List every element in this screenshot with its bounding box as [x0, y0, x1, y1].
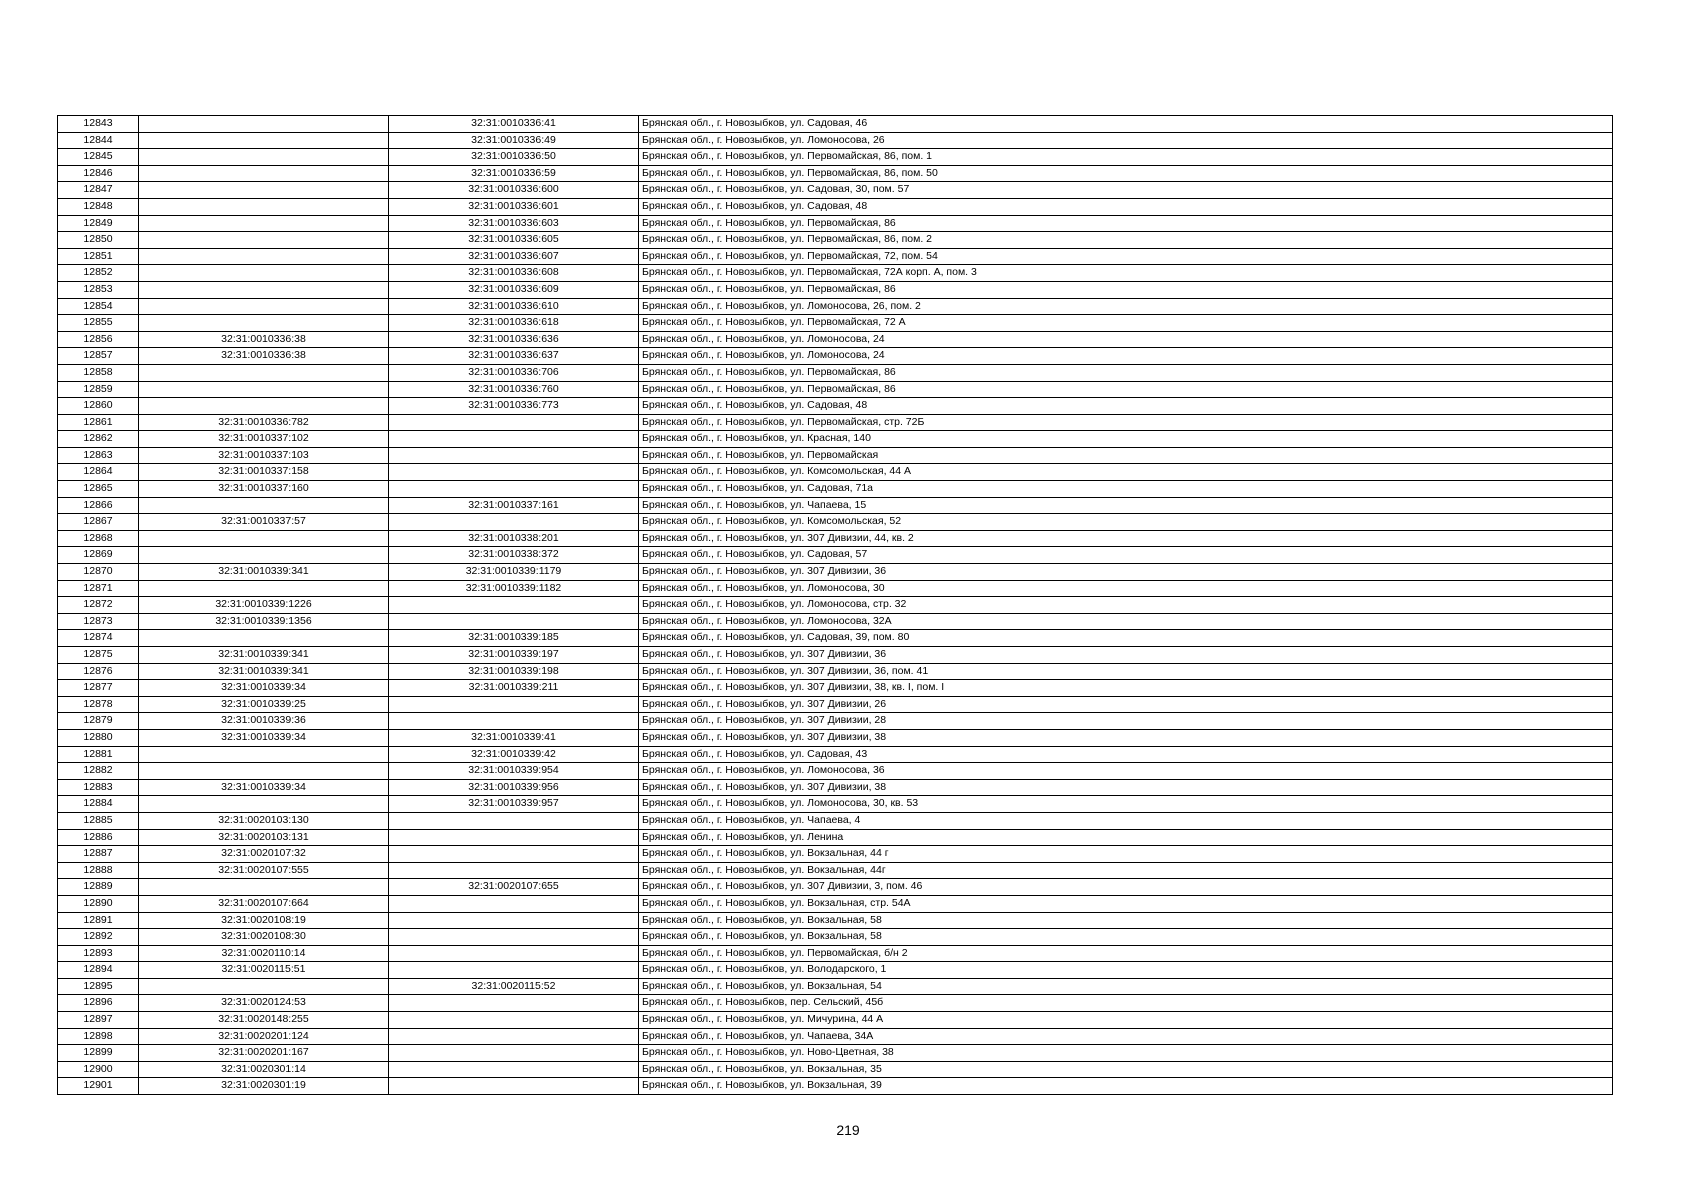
parent-cadastral-cell [139, 298, 389, 315]
cadastral-number-cell: 32:31:0010336:605 [389, 232, 639, 249]
table-row [58, 1028, 1613, 1045]
table-row [58, 812, 1613, 829]
address-cell: Брянская обл., г. Новозыбков, ул. 307 Дивизии, 36, пом. 41 [639, 663, 1613, 680]
address-cell: Брянская обл., г. Новозыбков, ул. Ново-Цветная, 38 [639, 1045, 1613, 1062]
parent-cadastral-cell: 32:31:0020103:130 [139, 812, 389, 829]
address-cell: Брянская обл., г. Новозыбков, ул. Ломоносова, 30 [639, 580, 1613, 597]
address-cell: Брянская обл., г. Новозыбков, ул. Первомайская, б/н 2 [639, 945, 1613, 962]
row-number-cell: 12878 [58, 696, 139, 713]
row-number-cell: 12901 [58, 1078, 139, 1095]
row-number-cell: 12866 [58, 497, 139, 514]
cadastral-number-cell: 32:31:0010339:957 [389, 796, 639, 813]
address-cell: Брянская обл., г. Новозыбков, ул. Ломоносова, 32А [639, 613, 1613, 630]
parent-cadastral-cell: 32:31:0020301:14 [139, 1061, 389, 1078]
address-cell: Брянская обл., г. Новозыбков, ул. Садовая, 39, пом. 80 [639, 630, 1613, 647]
table-row [58, 613, 1613, 630]
row-number-cell: 12897 [58, 1012, 139, 1029]
parent-cadastral-cell [139, 232, 389, 249]
row-number-cell: 12899 [58, 1045, 139, 1062]
parent-cadastral-cell [139, 398, 389, 415]
cadastral-number-cell [389, 829, 639, 846]
table-row [58, 1061, 1613, 1078]
table-row [58, 281, 1613, 298]
parent-cadastral-cell: 32:31:0010339:36 [139, 713, 389, 730]
table-row [58, 182, 1613, 199]
row-number-cell: 12849 [58, 215, 139, 232]
table-row [58, 663, 1613, 680]
table-row [58, 414, 1613, 431]
table-row [58, 597, 1613, 614]
table-row [58, 1045, 1613, 1062]
address-cell: Брянская обл., г. Новозыбков, ул. Садовая, 48 [639, 198, 1613, 215]
parent-cadastral-cell: 32:31:0010339:341 [139, 647, 389, 664]
cadastral-number-cell [389, 846, 639, 863]
address-cell: Брянская обл., г. Новозыбков, ул. Вокзальная, 44 г [639, 846, 1613, 863]
row-number-cell: 12853 [58, 281, 139, 298]
cadastral-number-cell [389, 414, 639, 431]
row-number-cell: 12858 [58, 364, 139, 381]
address-cell: Брянская обл., г. Новозыбков, ул. Первомайская [639, 447, 1613, 464]
row-number-cell: 12886 [58, 829, 139, 846]
parent-cadastral-cell: 32:31:0020201:124 [139, 1028, 389, 1045]
address-cell: Брянская обл., г. Новозыбков, ул. 307 Дивизии, 36 [639, 647, 1613, 664]
cadastral-number-cell: 32:31:0010338:372 [389, 547, 639, 564]
address-cell: Брянская обл., г. Новозыбков, ул. 307 Дивизии, 36 [639, 564, 1613, 581]
table-row [58, 514, 1613, 531]
row-number-cell: 12893 [58, 945, 139, 962]
parent-cadastral-cell [139, 265, 389, 282]
row-number-cell: 12874 [58, 630, 139, 647]
row-number-cell: 12844 [58, 132, 139, 149]
parent-cadastral-cell: 32:31:0010337:160 [139, 481, 389, 498]
cadastral-number-cell: 32:31:0010336:49 [389, 132, 639, 149]
address-cell: Брянская обл., г. Новозыбков, ул. Ленина [639, 829, 1613, 846]
cadastral-number-cell: 32:31:0010339:41 [389, 729, 639, 746]
address-cell: Брянская обл., г. Новозыбков, ул. Комсомольская, 52 [639, 514, 1613, 531]
address-cell: Брянская обл., г. Новозыбков, ул. Первомайская, 86, пом. 1 [639, 149, 1613, 166]
address-cell: Брянская обл., г. Новозыбков, ул. Первомайская, 72, пом. 54 [639, 248, 1613, 265]
address-cell: Брянская обл., г. Новозыбков, ул. Садовая, 71а [639, 481, 1613, 498]
table-row [58, 132, 1613, 149]
address-cell: Брянская обл., г. Новозыбков, ул. Первомайская, 86 [639, 215, 1613, 232]
row-number-cell: 12880 [58, 729, 139, 746]
row-number-cell: 12890 [58, 895, 139, 912]
table-row [58, 315, 1613, 332]
row-number-cell: 12895 [58, 978, 139, 995]
parent-cadastral-cell [139, 248, 389, 265]
row-number-cell: 12843 [58, 116, 139, 133]
registry-table [57, 115, 1613, 1095]
parent-cadastral-cell: 32:31:0020108:19 [139, 912, 389, 929]
cadastral-number-cell: 32:31:0010339:185 [389, 630, 639, 647]
cadastral-number-cell [389, 929, 639, 946]
address-cell: Брянская обл., г. Новозыбков, ул. Первомайская, 86 [639, 381, 1613, 398]
parent-cadastral-cell [139, 116, 389, 133]
table-row [58, 215, 1613, 232]
address-cell: Брянская обл., г. Новозыбков, ул. Вокзальная, 39 [639, 1078, 1613, 1095]
row-number-cell: 12851 [58, 248, 139, 265]
row-number-cell: 12884 [58, 796, 139, 813]
cadastral-number-cell: 32:31:0010336:50 [389, 149, 639, 166]
parent-cadastral-cell: 32:31:0020107:32 [139, 846, 389, 863]
address-cell: Брянская обл., г. Новозыбков, ул. Первомайская, 86, пом. 2 [639, 232, 1613, 249]
parent-cadastral-cell: 32:31:0020115:51 [139, 962, 389, 979]
table-row [58, 995, 1613, 1012]
parent-cadastral-cell: 32:31:0020103:131 [139, 829, 389, 846]
parent-cadastral-cell: 32:31:0010337:102 [139, 431, 389, 448]
address-cell: Брянская обл., г. Новозыбков, ул. 307 Дивизии, 3, пом. 46 [639, 879, 1613, 896]
table-row [58, 879, 1613, 896]
address-cell: Брянская обл., г. Новозыбков, ул. Ломоносова, 30, кв. 53 [639, 796, 1613, 813]
table-row [58, 398, 1613, 415]
cadastral-number-cell [389, 1061, 639, 1078]
table-row [58, 364, 1613, 381]
parent-cadastral-cell: 32:31:0020110:14 [139, 945, 389, 962]
address-cell: Брянская обл., г. Новозыбков, ул. Вокзальная, стр. 54А [639, 895, 1613, 912]
parent-cadastral-cell: 32:31:0020107:555 [139, 862, 389, 879]
address-cell: Брянская обл., г. Новозыбков, ул. Садовая, 46 [639, 116, 1613, 133]
row-number-cell: 12863 [58, 447, 139, 464]
parent-cadastral-cell [139, 132, 389, 149]
address-cell: Брянская обл., г. Новозыбков, ул. Володарского, 1 [639, 962, 1613, 979]
page-number: 219 [836, 1122, 860, 1138]
address-cell: Брянская обл., г. Новозыбков, ул. Красная, 140 [639, 431, 1613, 448]
cadastral-number-cell [389, 1045, 639, 1062]
parent-cadastral-cell [139, 281, 389, 298]
address-cell: Брянская обл., г. Новозыбков, пер. Сельский, 45б [639, 995, 1613, 1012]
address-cell: Брянская обл., г. Новозыбков, ул. 307 Дивизии, 38 [639, 779, 1613, 796]
address-cell: Брянская обл., г. Новозыбков, ул. Комсомольская, 44 А [639, 464, 1613, 481]
parent-cadastral-cell: 32:31:0010339:34 [139, 779, 389, 796]
parent-cadastral-cell [139, 315, 389, 332]
cadastral-number-cell [389, 912, 639, 929]
cadastral-number-cell [389, 713, 639, 730]
row-number-cell: 12894 [58, 962, 139, 979]
table-row [58, 962, 1613, 979]
cadastral-number-cell [389, 464, 639, 481]
cadastral-number-cell: 32:31:0020115:52 [389, 978, 639, 995]
table-row [58, 829, 1613, 846]
parent-cadastral-cell: 32:31:0010336:38 [139, 348, 389, 365]
row-number-cell: 12873 [58, 613, 139, 630]
table-row [58, 647, 1613, 664]
row-number-cell: 12871 [58, 580, 139, 597]
table-row [58, 232, 1613, 249]
cadastral-number-cell [389, 962, 639, 979]
address-cell: Брянская обл., г. Новозыбков, ул. Ломоносова, 26 [639, 132, 1613, 149]
row-number-cell: 12883 [58, 779, 139, 796]
table-row [58, 630, 1613, 647]
row-number-cell: 12872 [58, 597, 139, 614]
row-number-cell: 12900 [58, 1061, 139, 1078]
table-row [58, 862, 1613, 879]
row-number-cell: 12898 [58, 1028, 139, 1045]
address-cell: Брянская обл., г. Новозыбков, ул. Вокзальная, 58 [639, 929, 1613, 946]
address-cell: Брянская обл., г. Новозыбков, ул. Чапаева, 34А [639, 1028, 1613, 1045]
row-number-cell: 12891 [58, 912, 139, 929]
table-row [58, 846, 1613, 863]
cadastral-number-cell: 32:31:0010339:956 [389, 779, 639, 796]
address-cell: Брянская обл., г. Новозыбков, ул. Вокзальная, 35 [639, 1061, 1613, 1078]
row-number-cell: 12845 [58, 149, 139, 166]
parent-cadastral-cell [139, 530, 389, 547]
cadastral-number-cell [389, 1028, 639, 1045]
table-row [58, 497, 1613, 514]
address-cell: Брянская обл., г. Новозыбков, ул. Вокзальная, 58 [639, 912, 1613, 929]
table-row [58, 530, 1613, 547]
table-row [58, 796, 1613, 813]
table-row [58, 945, 1613, 962]
cadastral-number-cell: 32:31:0010339:1182 [389, 580, 639, 597]
address-cell: Брянская обл., г. Новозыбков, ул. Ломоносова, 26, пом. 2 [639, 298, 1613, 315]
address-cell: Брянская обл., г. Новозыбков, ул. Первомайская, стр. 72Б [639, 414, 1613, 431]
parent-cadastral-cell [139, 497, 389, 514]
row-number-cell: 12846 [58, 165, 139, 182]
table-row [58, 348, 1613, 365]
address-cell: Брянская обл., г. Новозыбков, ул. 307 Дивизии, 38, кв. I, пом. I [639, 680, 1613, 697]
address-cell: Брянская обл., г. Новозыбков, ул. Вокзальная, 44г [639, 862, 1613, 879]
row-number-cell: 12864 [58, 464, 139, 481]
address-cell: Брянская обл., г. Новозыбков, ул. Первомайская, 86 [639, 364, 1613, 381]
table-row [58, 165, 1613, 182]
cadastral-number-cell: 32:31:0010336:610 [389, 298, 639, 315]
parent-cadastral-cell: 32:31:0010339:1226 [139, 597, 389, 614]
table-row [58, 696, 1613, 713]
cadastral-number-cell [389, 862, 639, 879]
parent-cadastral-cell: 32:31:0010337:103 [139, 447, 389, 464]
parent-cadastral-cell [139, 364, 389, 381]
cadastral-number-cell [389, 447, 639, 464]
address-cell: Брянская обл., г. Новозыбков, ул. Садовая, 48 [639, 398, 1613, 415]
cadastral-number-cell: 32:31:0020107:655 [389, 879, 639, 896]
cadastral-number-cell: 32:31:0010336:607 [389, 248, 639, 265]
row-number-cell: 12887 [58, 846, 139, 863]
cadastral-number-cell: 32:31:0010336:637 [389, 348, 639, 365]
parent-cadastral-cell: 32:31:0010339:34 [139, 729, 389, 746]
parent-cadastral-cell: 32:31:0020108:30 [139, 929, 389, 946]
cadastral-number-cell: 32:31:0010339:1179 [389, 564, 639, 581]
parent-cadastral-cell: 32:31:0010337:57 [139, 514, 389, 531]
row-number-cell: 12882 [58, 763, 139, 780]
cadastral-number-cell [389, 613, 639, 630]
address-cell: Брянская обл., г. Новозыбков, ул. Первомайская, 72А корп. А, пом. 3 [639, 265, 1613, 282]
parent-cadastral-cell [139, 381, 389, 398]
cadastral-number-cell: 32:31:0010339:197 [389, 647, 639, 664]
parent-cadastral-cell: 32:31:0010339:34 [139, 680, 389, 697]
cadastral-number-cell: 32:31:0010336:636 [389, 331, 639, 348]
parent-cadastral-cell [139, 215, 389, 232]
address-cell: Брянская обл., г. Новозыбков, ул. Ломоносова, стр. 32 [639, 597, 1613, 614]
cadastral-number-cell: 32:31:0010336:59 [389, 165, 639, 182]
parent-cadastral-cell [139, 746, 389, 763]
table-row [58, 729, 1613, 746]
row-number-cell: 12867 [58, 514, 139, 531]
cadastral-number-cell: 32:31:0010337:161 [389, 497, 639, 514]
parent-cadastral-cell: 32:31:0020201:167 [139, 1045, 389, 1062]
parent-cadastral-cell [139, 182, 389, 199]
cadastral-number-cell: 32:31:0010336:706 [389, 364, 639, 381]
row-number-cell: 12857 [58, 348, 139, 365]
table-row [58, 149, 1613, 166]
parent-cadastral-cell: 32:31:0010337:158 [139, 464, 389, 481]
row-number-cell: 12889 [58, 879, 139, 896]
parent-cadastral-cell: 32:31:0010336:38 [139, 331, 389, 348]
table-row [58, 763, 1613, 780]
parent-cadastral-cell: 32:31:0010339:341 [139, 663, 389, 680]
table-row [58, 198, 1613, 215]
table-row [58, 248, 1613, 265]
row-number-cell: 12848 [58, 198, 139, 215]
cadastral-number-cell: 32:31:0010336:601 [389, 198, 639, 215]
cadastral-number-cell: 32:31:0010336:600 [389, 182, 639, 199]
parent-cadastral-cell [139, 165, 389, 182]
table-row [58, 298, 1613, 315]
row-number-cell: 12862 [58, 431, 139, 448]
cadastral-number-cell: 32:31:0010339:198 [389, 663, 639, 680]
row-number-cell: 12877 [58, 680, 139, 697]
cadastral-number-cell: 32:31:0010336:618 [389, 315, 639, 332]
row-number-cell: 12865 [58, 481, 139, 498]
parent-cadastral-cell: 32:31:0020301:19 [139, 1078, 389, 1095]
row-number-cell: 12879 [58, 713, 139, 730]
table-row [58, 680, 1613, 697]
table-row [58, 116, 1613, 133]
table-row [58, 912, 1613, 929]
cadastral-number-cell: 32:31:0010336:41 [389, 116, 639, 133]
table-row [58, 547, 1613, 564]
table-row [58, 431, 1613, 448]
table-row [58, 331, 1613, 348]
cadastral-number-cell: 32:31:0010339:42 [389, 746, 639, 763]
table-row [58, 381, 1613, 398]
cadastral-number-cell: 32:31:0010336:609 [389, 281, 639, 298]
cadastral-number-cell [389, 1012, 639, 1029]
cadastral-number-cell [389, 597, 639, 614]
cadastral-number-cell [389, 514, 639, 531]
row-number-cell: 12852 [58, 265, 139, 282]
parent-cadastral-cell: 32:31:0010339:25 [139, 696, 389, 713]
row-number-cell: 12855 [58, 315, 139, 332]
address-cell: Брянская обл., г. Новозыбков, ул. Первомайская, 86 [639, 281, 1613, 298]
cadastral-number-cell [389, 945, 639, 962]
cadastral-number-cell: 32:31:0010336:608 [389, 265, 639, 282]
parent-cadastral-cell: 32:31:0010339:341 [139, 564, 389, 581]
address-cell: Брянская обл., г. Новозыбков, ул. Первомайская, 72 А [639, 315, 1613, 332]
cadastral-number-cell [389, 895, 639, 912]
table-row [58, 713, 1613, 730]
address-cell: Брянская обл., г. Новозыбков, ул. Чапаева, 15 [639, 497, 1613, 514]
cadastral-number-cell [389, 696, 639, 713]
row-number-cell: 12868 [58, 530, 139, 547]
registry-table-body [58, 116, 1613, 1095]
address-cell: Брянская обл., г. Новозыбков, ул. Мичурина, 44 А [639, 1012, 1613, 1029]
address-cell: Брянская обл., г. Новозыбков, ул. Садовая, 43 [639, 746, 1613, 763]
row-number-cell: 12854 [58, 298, 139, 315]
row-number-cell: 12875 [58, 647, 139, 664]
cadastral-number-cell: 32:31:0010338:201 [389, 530, 639, 547]
table-row [58, 1012, 1613, 1029]
cadastral-number-cell [389, 431, 639, 448]
row-number-cell: 12888 [58, 862, 139, 879]
address-cell: Брянская обл., г. Новозыбков, ул. 307 Дивизии, 44, кв. 2 [639, 530, 1613, 547]
address-cell: Брянская обл., г. Новозыбков, ул. Садовая, 57 [639, 547, 1613, 564]
row-number-cell: 12870 [58, 564, 139, 581]
address-cell: Брянская обл., г. Новозыбков, ул. Садовая, 30, пом. 57 [639, 182, 1613, 199]
cadastral-number-cell: 32:31:0010339:211 [389, 680, 639, 697]
parent-cadastral-cell: 32:31:0020148:255 [139, 1012, 389, 1029]
cadastral-number-cell: 32:31:0010339:954 [389, 763, 639, 780]
parent-cadastral-cell: 32:31:0020124:53 [139, 995, 389, 1012]
parent-cadastral-cell: 32:31:0020107:664 [139, 895, 389, 912]
parent-cadastral-cell [139, 763, 389, 780]
address-cell: Брянская обл., г. Новозыбков, ул. 307 Дивизии, 38 [639, 729, 1613, 746]
row-number-cell: 12861 [58, 414, 139, 431]
address-cell: Брянская обл., г. Новозыбков, ул. Чапаева, 4 [639, 812, 1613, 829]
row-number-cell: 12856 [58, 331, 139, 348]
row-number-cell: 12850 [58, 232, 139, 249]
table-row [58, 447, 1613, 464]
row-number-cell: 12881 [58, 746, 139, 763]
cadastral-number-cell [389, 995, 639, 1012]
parent-cadastral-cell [139, 547, 389, 564]
table-row [58, 895, 1613, 912]
address-cell: Брянская обл., г. Новозыбков, ул. Ломоносова, 36 [639, 763, 1613, 780]
table-row [58, 779, 1613, 796]
cadastral-number-cell [389, 481, 639, 498]
address-cell: Брянская обл., г. Новозыбков, ул. 307 Дивизии, 26 [639, 696, 1613, 713]
table-row [58, 564, 1613, 581]
table-row [58, 978, 1613, 995]
row-number-cell: 12876 [58, 663, 139, 680]
parent-cadastral-cell [139, 149, 389, 166]
row-number-cell: 12896 [58, 995, 139, 1012]
address-cell: Брянская обл., г. Новозыбков, ул. Вокзальная, 54 [639, 978, 1613, 995]
parent-cadastral-cell: 32:31:0010339:1356 [139, 613, 389, 630]
table-row [58, 580, 1613, 597]
address-cell: Брянская обл., г. Новозыбков, ул. 307 Дивизии, 28 [639, 713, 1613, 730]
parent-cadastral-cell: 32:31:0010336:782 [139, 414, 389, 431]
address-cell: Брянская обл., г. Новозыбков, ул. Ломоносова, 24 [639, 348, 1613, 365]
parent-cadastral-cell [139, 978, 389, 995]
parent-cadastral-cell [139, 198, 389, 215]
parent-cadastral-cell [139, 879, 389, 896]
table-row [58, 1078, 1613, 1095]
table-row [58, 746, 1613, 763]
cadastral-number-cell [389, 812, 639, 829]
row-number-cell: 12860 [58, 398, 139, 415]
row-number-cell: 12869 [58, 547, 139, 564]
row-number-cell: 12885 [58, 812, 139, 829]
table-row [58, 464, 1613, 481]
parent-cadastral-cell [139, 796, 389, 813]
parent-cadastral-cell [139, 630, 389, 647]
table-row [58, 481, 1613, 498]
cadastral-number-cell: 32:31:0010336:603 [389, 215, 639, 232]
address-cell: Брянская обл., г. Новозыбков, ул. Ломоносова, 24 [639, 331, 1613, 348]
cadastral-number-cell [389, 1078, 639, 1095]
table-row [58, 265, 1613, 282]
cadastral-number-cell: 32:31:0010336:773 [389, 398, 639, 415]
row-number-cell: 12859 [58, 381, 139, 398]
row-number-cell: 12892 [58, 929, 139, 946]
row-number-cell: 12847 [58, 182, 139, 199]
cadastral-number-cell: 32:31:0010336:760 [389, 381, 639, 398]
address-cell: Брянская обл., г. Новозыбков, ул. Первомайская, 86, пом. 50 [639, 165, 1613, 182]
parent-cadastral-cell [139, 580, 389, 597]
table-row [58, 929, 1613, 946]
